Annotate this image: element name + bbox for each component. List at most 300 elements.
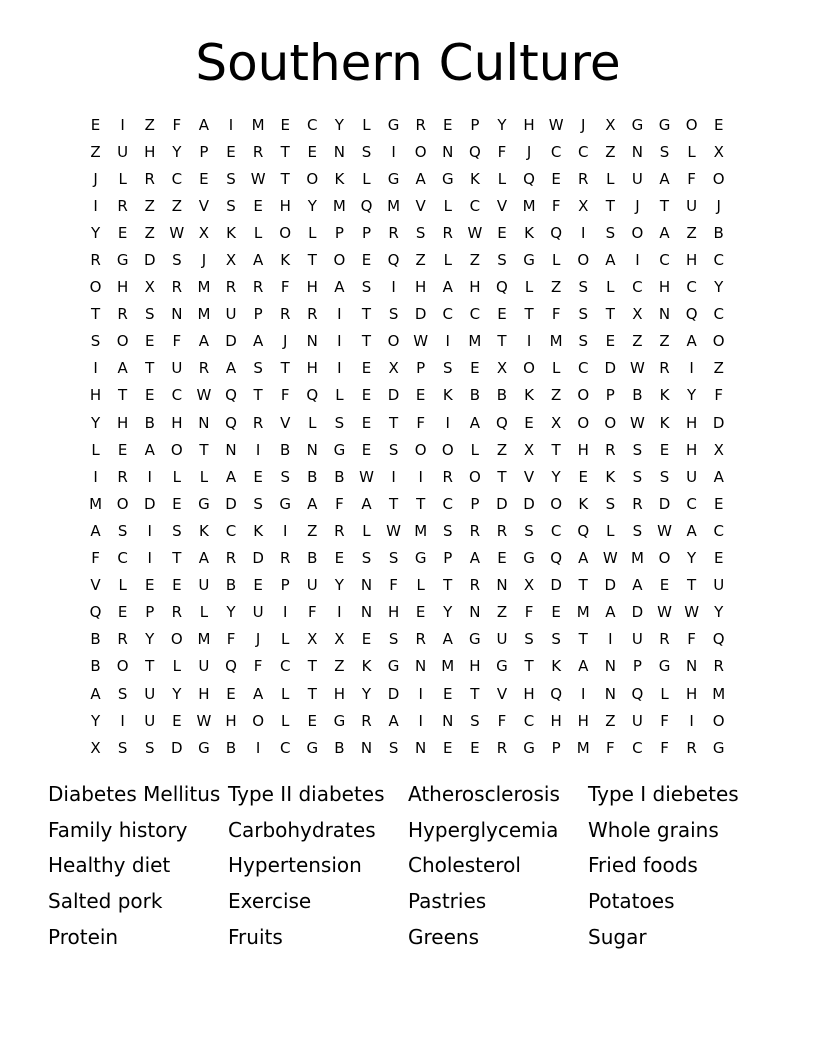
grid-letter: R [144,169,155,188]
grid-letter: R [117,305,128,324]
grid-letter: E [578,467,588,486]
grid-letter: D [387,386,400,405]
grid-letter: A [307,494,318,513]
grid-letter: F [172,332,182,351]
grid-letter: K [524,223,534,242]
grid-letter: J [526,142,532,161]
grid-letter: B [632,386,643,405]
grid-letter: E [713,115,724,134]
grid-letter: Q [306,386,319,405]
grid-letter: K [280,251,291,270]
grid-letter: S [551,630,561,649]
grid-letter: K [361,657,372,676]
word-list-item: Sugar [588,924,647,949]
grid-letter: Q [712,630,725,649]
grid-letter: Y [714,278,724,297]
grid-letter: P [470,115,480,134]
grid-letter: S [361,549,372,568]
grid-letter: Z [144,196,155,215]
grid-letter: U [198,576,210,595]
grid-letter: R [171,603,183,622]
grid-letter: R [442,223,453,242]
grid-letter: Z [632,332,643,351]
grid-letter: L [606,169,615,188]
grid-letter: Y [687,386,697,405]
grid-letter: N [469,603,481,622]
grid-letter: M [414,521,428,540]
grid-row [82,382,742,409]
grid-letter: E [497,305,507,324]
grid-letter: G [523,251,535,270]
grid-letter: N [225,440,237,459]
grid-letter: C [469,305,481,324]
grid-letter: R [388,223,399,242]
grid-letter: L [443,196,452,215]
grid-letter: P [470,494,480,513]
grid-letter: T [280,169,290,188]
grid-letter: E [524,413,534,432]
grid-letter: S [524,521,534,540]
grid-letter: I [337,332,342,351]
grid-letter: K [442,386,453,405]
grid-letter: H [523,115,535,134]
grid-letter: V [90,576,101,595]
grid-letter: S [388,630,399,649]
grid-letter: L [660,684,669,703]
word-list-item: Carbohydrates [228,817,376,842]
word-list-item: Exercise [228,888,312,913]
grid-letter: E [90,115,101,134]
grid-letter: I [689,711,694,730]
grid-letter: T [470,684,480,703]
grid-letter: H [523,684,535,703]
grid-letter: O [712,332,725,351]
grid-letter: O [116,332,129,351]
grid-letter: T [687,576,697,595]
grid-letter: F [606,738,615,757]
grid-letter: E [361,359,372,378]
grid-letter: T [497,467,507,486]
grid-letter: P [253,305,263,324]
grid-letter: Q [225,413,237,432]
grid-row [82,707,742,734]
grid-letter: R [713,657,724,676]
grid-letter: F [253,657,263,676]
grid-letter: O [468,467,481,486]
grid-letter: N [658,305,671,324]
grid-letter: E [361,440,372,459]
letter-grid [82,111,742,761]
grid-letter: S [388,549,399,568]
grid-letter: T [524,657,534,676]
grid-letter: U [686,196,698,215]
grid-letter: A [90,521,101,540]
grid-letter: F [551,305,561,324]
grid-letter: T [388,494,399,513]
grid-letter: W [548,115,564,134]
grid-letter: C [550,521,562,540]
grid-letter: A [686,332,697,351]
grid-letter: E [470,738,480,757]
grid-letter: S [470,711,480,730]
grid-letter: H [685,684,698,703]
grid-letter: A [361,494,372,513]
grid-letter: K [199,521,209,540]
grid-letter: G [387,169,400,188]
grid-letter: E [659,576,670,595]
grid-letter: S [144,738,155,757]
grid-letter: T [388,413,399,432]
grid-letter: R [469,576,481,595]
grid-row [82,246,742,273]
grid-letter: A [632,576,643,595]
grid-letter: L [281,630,290,649]
grid-letter: E [497,223,507,242]
grid-letter: I [93,359,98,378]
grid-letter: S [497,251,507,270]
grid-row [82,436,742,463]
grid-letter: R [279,549,291,568]
grid-letter: R [307,305,318,324]
grid-letter: A [198,549,210,568]
grid-row [82,680,742,707]
grid-letter: R [659,630,670,649]
grid-letter: A [578,549,589,568]
grid-letter: M [387,196,401,215]
grid-letter: S [388,440,399,459]
grid-letter: E [713,494,724,513]
word-list-item: Atherosclerosis [408,781,560,806]
grid-letter: G [333,711,346,730]
grid-letter: R [90,251,101,270]
grid-letter: A [659,223,670,242]
grid-letter: T [307,657,317,676]
grid-letter: R [252,142,264,161]
grid-row [82,626,742,653]
grid-letter: P [199,142,209,161]
grid-letter: T [307,251,317,270]
grid-letter: O [577,251,590,270]
grid-letter: O [170,440,183,459]
grid-letter: E [280,115,290,134]
grid-letter: R [279,305,291,324]
grid-letter: S [144,305,155,324]
grid-letter: U [306,576,318,595]
grid-letter: M [630,549,644,568]
grid-letter: S [443,359,453,378]
grid-letter: A [578,657,589,676]
grid-letter: S [605,223,616,242]
grid-letter: G [496,657,508,676]
grid-letter: I [255,738,261,757]
grid-letter: P [632,657,642,676]
word-list [48,776,788,954]
grid-letter: G [387,657,400,676]
grid-letter: T [659,196,670,215]
grid-letter: N [171,305,183,324]
grid-letter: O [577,413,590,432]
grid-letter: T [253,386,263,405]
grid-letter: D [658,494,671,513]
grid-letter: C [577,142,589,161]
grid-letter: H [577,440,589,459]
grid-letter: C [469,196,481,215]
grid-letter: I [255,440,261,459]
grid-letter: I [418,711,423,730]
grid-letter: D [523,494,535,513]
grid-letter: Q [496,278,508,297]
grid-letter: S [361,142,372,161]
grid-letter: R [198,359,210,378]
grid-row [82,409,742,436]
grid-letter: R [334,521,345,540]
grid-letter: O [577,386,590,405]
grid-letter: X [551,413,562,432]
grid-letter: R [415,115,426,134]
grid-letter: T [145,359,155,378]
grid-letter: M [712,684,726,703]
grid-letter: Y [687,549,697,568]
grid-letter: E [144,576,155,595]
grid-letter: X [144,278,155,297]
grid-letter: G [469,630,481,649]
grid-letter: D [604,576,617,595]
grid-letter: G [198,738,210,757]
grid-letter: J [581,115,586,134]
grid-letter: R [252,413,264,432]
grid-letter: A [334,278,345,297]
grid-letter: Q [685,305,698,324]
grid-letter: O [550,494,563,513]
grid-letter: K [659,413,670,432]
grid-letter: G [279,494,292,513]
grid-letter: E [659,440,670,459]
grid-letter: Y [334,576,344,595]
grid-letter: A [442,278,453,297]
grid-letter: P [443,549,453,568]
grid-letter: L [308,223,317,242]
grid-letter: J [93,169,98,188]
word-list-item: Cholesterol [408,853,521,878]
grid-row [82,490,742,517]
grid-letter: V [415,196,426,215]
grid-letter: W [657,603,672,622]
grid-letter: O [604,413,617,432]
grid-letter: E [172,494,182,513]
grid-letter: K [253,521,264,540]
grid-letter: W [630,413,645,432]
grid-letter: S [117,684,128,703]
grid-letter: I [445,332,450,351]
grid-letter: T [172,549,182,568]
grid-letter: L [470,440,480,459]
grid-letter: L [199,467,209,486]
grid-letter: S [578,278,588,297]
grid-letter: A [442,630,453,649]
grid-letter: T [361,305,372,324]
grid-letter: O [116,494,129,513]
grid-letter: H [658,278,671,297]
grid-letter: S [117,738,128,757]
grid-letter: O [387,332,400,351]
grid-letter: F [307,603,317,622]
grid-letter: A [388,711,399,730]
grid-letter: I [608,630,613,649]
grid-letter: G [712,738,725,757]
grid-letter: E [470,359,480,378]
grid-letter: D [712,413,725,432]
grid-letter: H [225,711,237,730]
grid-letter: F [389,576,398,595]
grid-letter: C [632,738,643,757]
grid-letter: C [225,521,237,540]
grid-letter: C [279,738,291,757]
grid-letter: F [524,603,534,622]
grid-letter: Y [90,413,101,432]
grid-letter: I [391,142,396,161]
grid-letter: B [307,549,318,568]
grid-letter: A [415,169,426,188]
grid-letter: M [251,115,265,134]
grid-letter: Z [469,251,480,270]
grid-letter: L [551,251,561,270]
grid-letter: C [117,549,128,568]
grid-letter: D [252,549,264,568]
grid-letter: Y [226,603,236,622]
grid-letter: I [337,603,342,622]
grid-letter: W [250,169,266,188]
grid-letter: F [91,549,100,568]
grid-letter: E [253,196,263,215]
grid-letter: C [550,142,562,161]
word-list-item: Protein [48,924,119,949]
page-title: Southern Culture [195,34,621,92]
grid-letter: K [469,169,480,188]
grid-letter: L [199,603,209,622]
grid-letter: Z [496,440,508,459]
grid-letter: Y [90,223,101,242]
grid-letter: G [658,657,671,676]
grid-letter: Y [551,467,561,486]
grid-letter: D [550,576,562,595]
grid-letter: D [225,332,237,351]
grid-letter: S [632,521,643,540]
grid-letter: E [497,549,507,568]
grid-letter: X [523,440,535,459]
grid-letter: S [334,413,345,432]
grid-letter: N [333,142,345,161]
grid-letter: L [497,169,507,188]
grid-letter: N [360,738,373,757]
grid-letter: E [307,711,318,730]
grid-letter: Q [577,521,590,540]
grid-row [82,572,742,599]
grid-letter: J [201,251,207,270]
grid-row [82,734,742,761]
grid-letter: Z [551,278,562,297]
grid-letter: R [361,711,372,730]
grid-letter: E [361,386,372,405]
grid-letter: E [226,142,236,161]
grid-letter: K [605,467,616,486]
grid-letter: L [172,467,181,486]
grid-letter: U [117,142,129,161]
grid-letter: L [362,521,371,540]
grid-letter: O [89,278,102,297]
grid-letter: R [578,169,589,188]
grid-letter: N [415,657,427,676]
grid-letter: G [523,738,535,757]
grid-letter: C [523,711,535,730]
grid-letter: I [147,467,152,486]
grid-letter: J [255,630,261,649]
grid-letter: W [602,549,618,568]
grid-letter: Y [145,630,155,649]
grid-letter: S [172,521,182,540]
grid-letter: B [90,657,101,676]
grid-letter: R [117,467,128,486]
grid-letter: J [635,196,640,215]
grid-letter: R [252,278,264,297]
grid-letter: N [604,684,616,703]
grid-letter: S [659,142,670,161]
grid-letter: D [414,305,427,324]
grid-letter: E [361,251,372,270]
grid-letter: O [170,630,183,649]
grid-letter: S [632,440,643,459]
grid-letter: Q [387,251,400,270]
grid-letter: X [334,630,345,649]
grid-letter: I [93,467,98,486]
word-list-item: Pastries [408,888,487,913]
grid-letter: X [307,630,318,649]
grid-letter: S [388,738,399,757]
grid-row [82,111,742,138]
grid-letter: Z [551,386,562,405]
grid-letter: X [713,440,724,459]
grid-letter: J [716,196,721,215]
grid-letter: O [116,657,129,676]
grid-letter: E [713,549,724,568]
grid-letter: R [117,630,128,649]
grid-letter: C [171,386,183,405]
grid-letter: N [198,413,210,432]
grid-row [82,599,742,626]
grid-letter: Y [334,115,344,134]
grid-letter: E [361,630,372,649]
grid-letter: B [307,467,318,486]
grid-letter: U [631,169,643,188]
grid-row [82,355,742,382]
word-list-item: Type II diabetes [228,781,385,806]
grid-letter: Y [443,603,453,622]
grid-letter: K [226,223,236,242]
grid-letter: H [685,440,698,459]
grid-letter: N [604,657,616,676]
grid-letter: B [280,440,291,459]
word-list-item: Family history [48,817,188,842]
grid-letter: I [93,196,98,215]
grid-letter: Y [90,711,101,730]
grid-letter: H [333,684,346,703]
grid-letter: T [578,630,588,649]
grid-letter: M [89,494,103,513]
grid-letter: O [414,440,427,459]
grid-letter: I [391,278,396,297]
grid-letter: R [117,196,128,215]
grid-letter: O [252,711,265,730]
grid-letter: D [631,603,644,622]
